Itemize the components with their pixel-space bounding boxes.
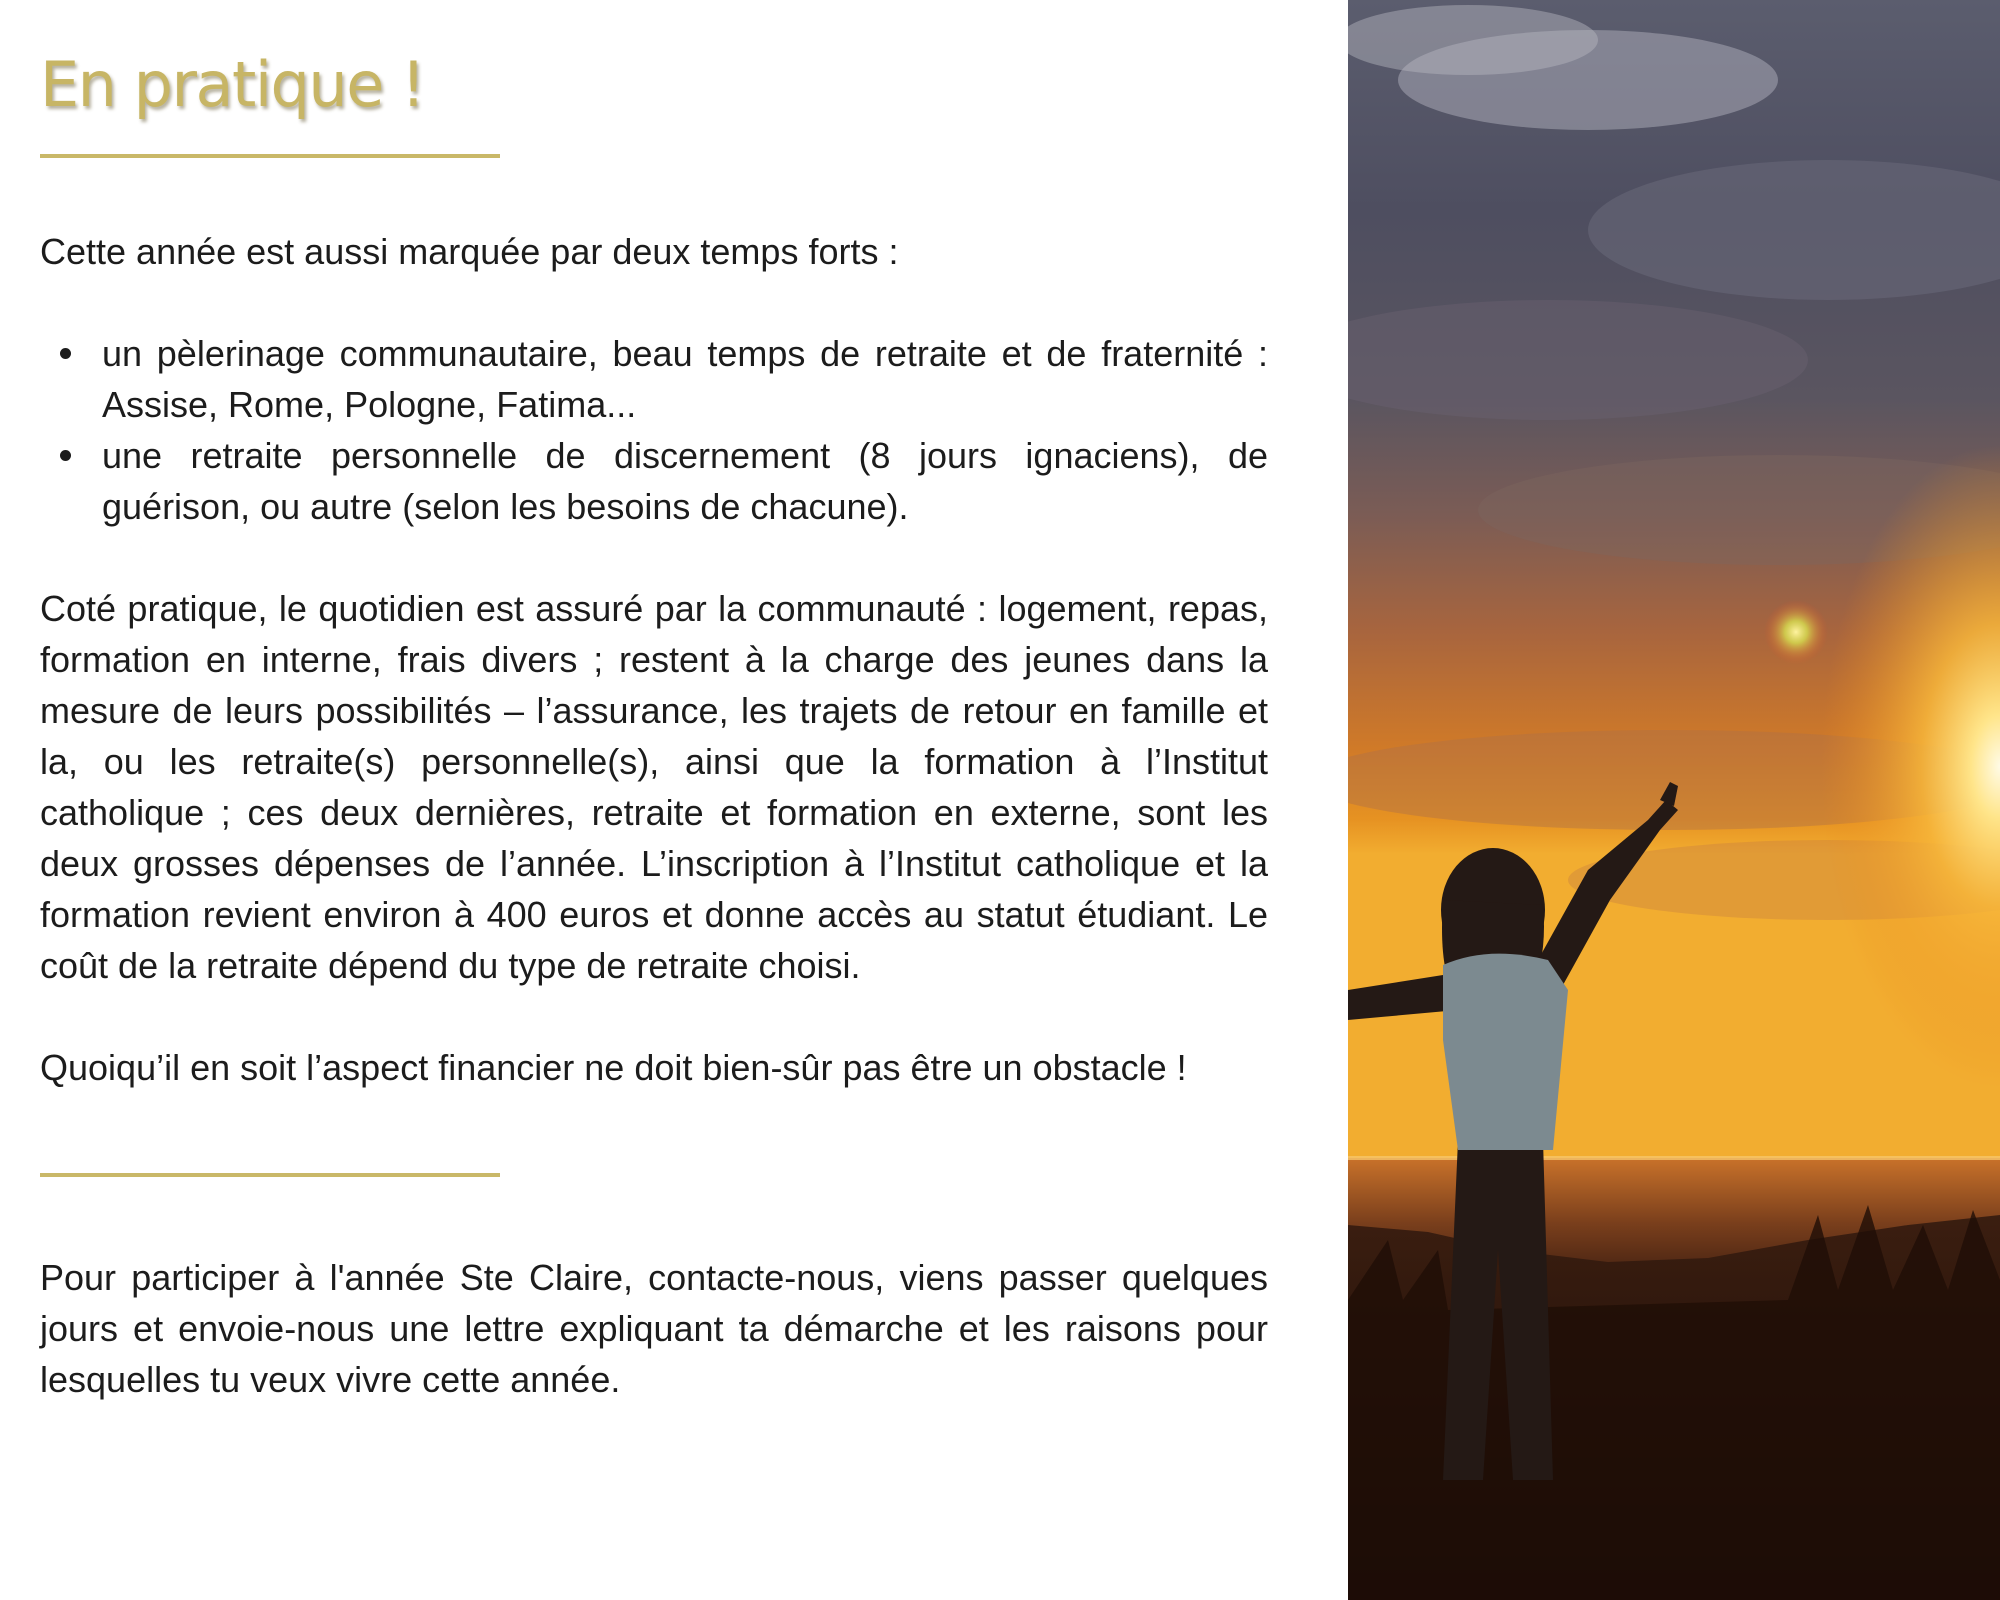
text-column bbox=[40, 40, 1268, 1405]
money-note: Quoiqu’il en soit l’aspect financier ne doit bien-sûr pas être un obstacle ! bbox=[40, 1047, 1187, 1088]
title-divider bbox=[40, 154, 500, 158]
list-item-text: un pèlerinage communautaire, beau temps de retraite et de fraternité : Assise, Rome, Pologne, Fatima... bbox=[102, 333, 1268, 425]
sunset-photo-illustration bbox=[1348, 0, 2000, 1600]
contact-paragraph: Pour participer à l'année Ste Claire, contacte-nous, viens passer quelques jours et envoie-nous une lettre expliquant ta démarche et les raisons pour lesquelles tu veux vivre cette année. bbox=[40, 1257, 1268, 1400]
highlights-list bbox=[40, 328, 1268, 532]
bullet-dot-icon bbox=[60, 450, 71, 461]
sunset-silhouette-photo bbox=[1348, 0, 2000, 1600]
intro-paragraph: Cette année est aussi marquée par deux temps forts : bbox=[40, 231, 899, 272]
list-item-text: une retraite personnelle de discernement (8 jours ignaciens), de guérison, ou autre (selon les besoins de chacune). bbox=[102, 435, 1268, 527]
section-divider bbox=[40, 1173, 500, 1177]
page-title: En pratique ! bbox=[40, 48, 425, 121]
cost-paragraph: Coté pratique, le quotidien est assuré par la communauté : logement, repas, formation en interne, frais divers ; restent à la charge des jeunes dans la mesure de leurs possibilités – l’assurance, les trajets de retour en famille et la, ou les retraite(s) personnelle(s), ainsi que la formation à l’Institut catholique ; ces deux dernières, retraite et formation en externe, sont les deux grosses dépenses de l’année. L’inscription à l’Institut catholique et la formation revient environ à 400 euros et donne accès au statut étudiant. Le coût de la retraite dépend du type de retraite choisi. bbox=[40, 588, 1268, 986]
list-item bbox=[40, 328, 1268, 430]
bullet-dot-icon bbox=[60, 348, 71, 359]
list-item bbox=[40, 430, 1268, 532]
